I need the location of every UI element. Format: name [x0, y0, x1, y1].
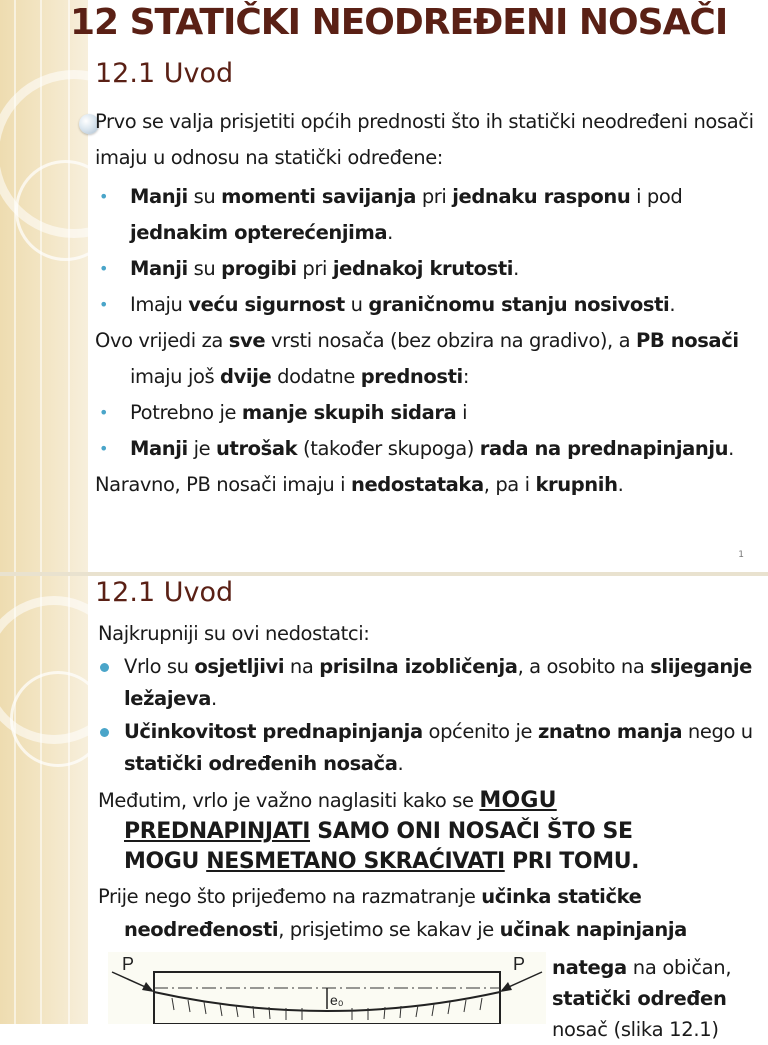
load-label-right: P: [513, 954, 526, 974]
section-subtitle: 12.1 Uvod: [95, 577, 234, 608]
beam-diagram: [108, 952, 546, 1024]
decorative-ring: [10, 671, 106, 767]
slide-2-body: [98, 618, 758, 946]
list-item: • Imaju veću sigurnost u graničnomu stanju nosivosti.: [95, 287, 760, 323]
pb-paragraph: Ovo vrijedi za sve vrsti nosača (bez obzira na gradivo), a PB nosači imaju još dvije dodatne prednosti:: [95, 329, 739, 388]
intro-paragraph: Prvo se valja prisjetiti općih prednosti što ih statički neodređeni nosači imaju u odnosu na statički određene:: [95, 110, 754, 169]
section-subtitle: 12.1 Uvod: [95, 58, 234, 89]
list-item: • Potrebno je manje skupih sidara i: [95, 395, 760, 431]
pb-advantages-list: [95, 395, 760, 467]
list-item: • Manji su momenti savijanja pri jednaku rasponu i pod jednakim opterećenjima.: [95, 179, 760, 251]
list-item: Učinkovitost prednapinjanja općenito je znatno manja nego u statički određenih nosača.: [98, 716, 758, 781]
page-number: 1: [738, 550, 744, 560]
figure-caption-text: natega na običan, statički određen nosač (slika 12.1): [552, 956, 732, 1041]
list-item: Vrlo su osjetljivi na prisilna izobličenja, a osobito na slijeganje ležajeva.: [98, 651, 758, 716]
advantages-list: [95, 179, 760, 323]
slide-1-body: [95, 104, 760, 503]
eccentricity-label: e₀: [330, 992, 344, 1008]
slide-title: 12 STATIČKI NEODREĐENI NOSAČI: [70, 2, 728, 43]
transition-paragraph: Prije nego što prijeđemo na razmatranje učinka statičke neodređenosti, prisjetimo se kakav je učinak napinjanja: [98, 885, 687, 941]
list-item: • Manji su progibi pri jednakoj krutosti.: [95, 251, 760, 287]
beam-figure: [108, 952, 546, 1024]
intro-paragraph: Najkrupniji su ovi nedostatci:: [98, 622, 370, 645]
emphasis-paragraph: Međutim, vrlo je važno naglasiti kako se MOGU PREDNAPINJATI SAMO ONI NOSAČI ŠTO SE MOGU NESMETANO SKRAĆIVATI PRI TOMU.: [98, 787, 640, 874]
load-label-left: P: [122, 954, 135, 974]
list-item: • Manji je utrošak (također skupoga) rada na prednapinjanju.: [95, 431, 760, 467]
closing-paragraph: Naravno, PB nosači imaju i nedostataka, pa i krupnih.: [95, 473, 624, 496]
disadvantages-list: [98, 651, 758, 781]
